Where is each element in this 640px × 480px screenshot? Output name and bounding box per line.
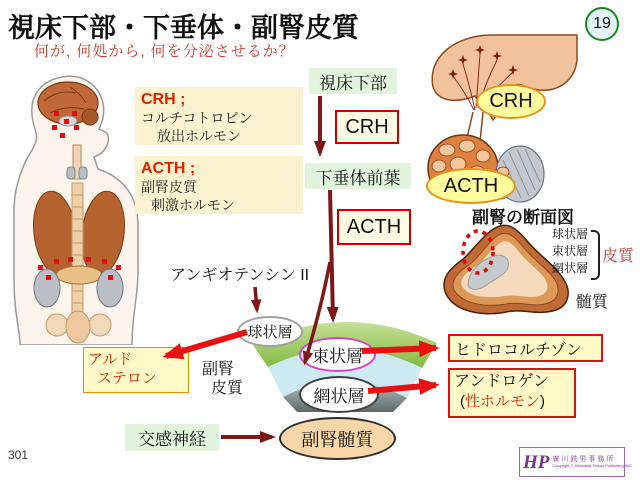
page-number: 301 [8,448,29,462]
angiotensin-label: アンギオテンシン II [170,267,310,284]
page-title: 視床下部・下垂体・副腎皮質 [8,13,359,43]
layer-label-fasciculata: 束状層 [552,244,589,258]
adrenal-medulla-oval: 副腎髄質 [279,417,396,460]
acth-oval: ACTH [426,168,516,204]
hypothalamus-label: 視床下部 [309,68,397,94]
page-badge [585,7,619,41]
medulla-label: 髄質 [576,294,609,311]
androgen-box [448,368,576,418]
crh-oval: CRH [476,84,546,119]
publisher-text [552,456,632,468]
androgen-note: (性ホルモン) [460,393,546,410]
publisher-copyright: Copyright © Hirokawa Tetsuo Publishing INC. [552,462,633,468]
aldosterone-line1: アルド [88,351,133,368]
hydrocortisone-box: ヒドロコルチゾン [448,334,603,362]
cortex-bracket [591,230,600,280]
acth-info-panel [135,156,303,214]
adrenal-cortex-label [202,360,243,398]
aldosterone-box [83,347,189,393]
aldosterone-line2: ステロン [97,370,157,387]
layer-label-glomerulosa: 球状層 [552,227,589,241]
acth-info-line1: 副腎皮質 [141,179,197,195]
adrenal-cortex-label-line2: 皮質 [211,380,244,397]
publisher-office: 廣川鉄男事務所 [552,455,616,463]
crh-flow-box: CRH [335,110,399,144]
acth-info-heading: ACTH ; [141,160,196,177]
crh-info-line1: コルチコトロピン [141,110,253,126]
adrenal-cortex-label-line1: 副腎 [202,361,235,378]
glomerulosa-oval: 球状層 [237,316,303,347]
cortex-label: 皮質 [602,248,635,265]
crh-info-line2: 放出ホルモン [157,127,241,144]
crh-info-panel [135,87,303,145]
fasciculata-oval: 束状層 [299,337,376,372]
anterior-pituitary-label: 下垂体前葉 [305,163,411,189]
sympathetic-nerve-label: 交感神経 [125,424,219,451]
reticularis-oval: 網状層 [299,376,379,413]
acth-flow-box: ACTH [337,209,411,245]
cross-section-title: 副腎の断面図 [472,208,574,227]
publisher-logo [519,447,633,477]
androgen-label: アンドロゲン [454,373,550,390]
publisher-monogram: HP [523,451,550,473]
page-subtitle: 何が, 何処から, 何を分泌させるか？ [34,43,295,60]
page-badge-number: 19 [593,15,611,32]
human-body-illustration [10,75,145,345]
layer-label-reticularis: 網状層 [552,261,589,275]
acth-info-line2: 刺激ホルモン [151,196,235,213]
crh-info-heading: CRH ; [141,91,186,108]
